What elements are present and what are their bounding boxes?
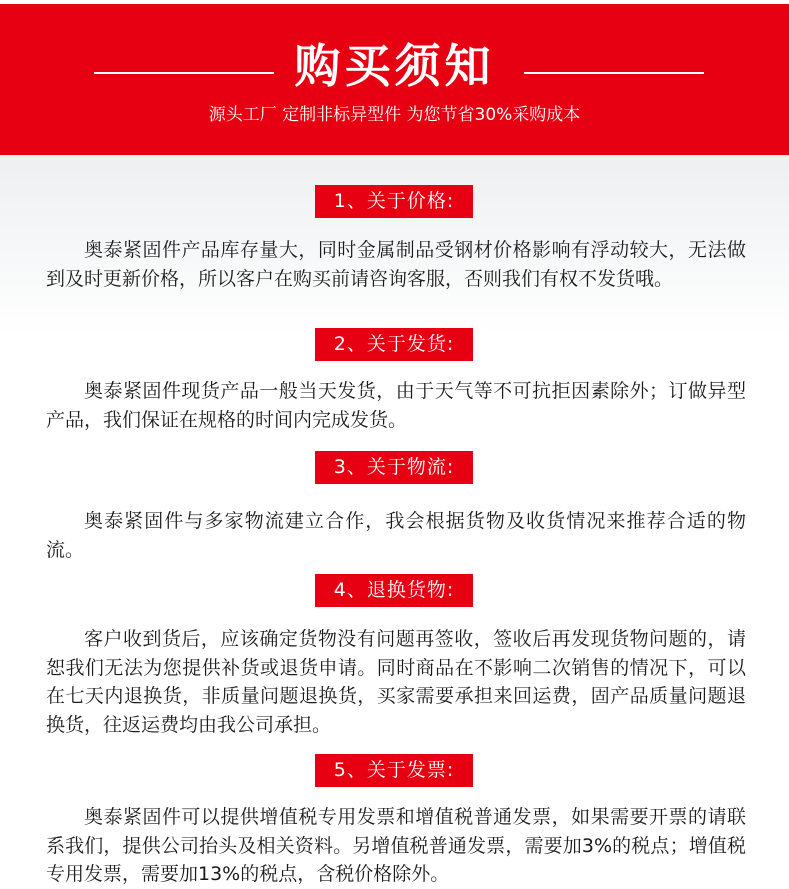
section-label-logistics: 3、关于物流: (315, 451, 473, 484)
section-text-shipping: 奥泰紧固件现货产品一般当天发货，由于天气等不可抗拒因素除外；订做异型产品，我们保证在规格的时间内完成发货。 (46, 380, 746, 431)
section-text-returns: 客户收到货后，应该确定货物没有问题再签收，签收后再发现货物问题的，请恕我们无法为您提供补货或退货申请。同时商品在不影响二次销售的情况下，可以在七天内退换货，非质量问题退换货，买家需要承担来回运费，固产品质量问题退换货，往返运费均由我公司承担。 (46, 628, 746, 736)
section-text-logistics: 奥泰紧固件与多家物流建立合作，我会根据货物及收货情况来推荐合适的物流。 (46, 510, 746, 561)
section-text-invoice: 奥泰紧固件可以提供增值税专用发票和增值税普通发票，如果需要开票的请联系我们，提供公司抬头及相关资料。另增值税普通发票，需要加3%的税点；增值税专用发票，需要加13%的税点，含税价格除外。 (46, 806, 746, 885)
page-subtitle: 源头工厂 定制非标异型件 为您节省30%采购成本 (208, 105, 581, 125)
section-text-price: 奥泰紧固件产品库存量大，同时金属制品受钢材价格影响有浮动较大，无法做到及时更新价格，所以客户在购买前请咨询客服，否则我们有权不发货哦。 (46, 239, 746, 290)
header-banner (0, 4, 789, 155)
title-divider-right (524, 72, 704, 74)
section-label-shipping: 2、关于发货: (315, 328, 473, 361)
section-label-invoice: 5、关于发票: (315, 754, 473, 787)
section-label-price: 1、关于价格: (315, 185, 473, 218)
page-title: 购买须知 (294, 39, 495, 93)
section-label-returns: 4、退换货物: (315, 574, 473, 607)
